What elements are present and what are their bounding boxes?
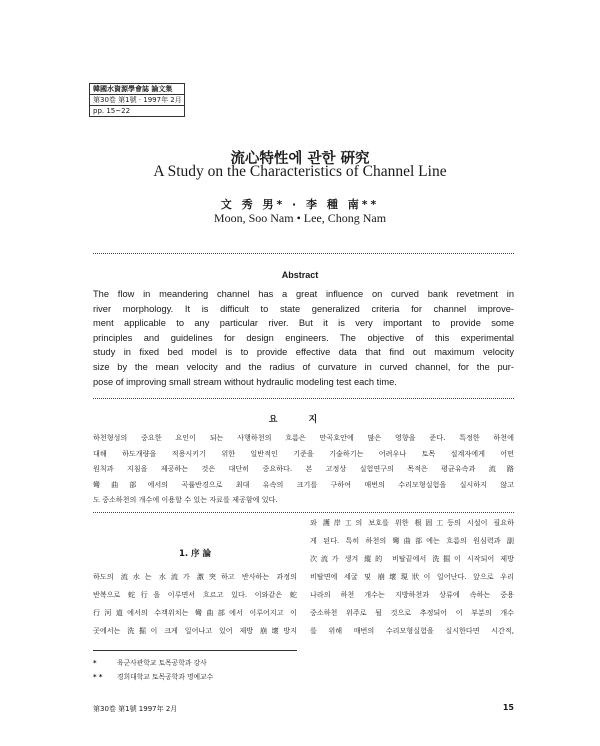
abstract-line: river morphology. It is difficult to state generalized criteria for channel improve- bbox=[93, 303, 514, 314]
body-line: 次流가 생겨 縱的 비탈끝에서 洗掘이 시작되어 제방 bbox=[310, 554, 514, 563]
right-column bbox=[310, 514, 514, 640]
footnotes bbox=[93, 656, 213, 684]
footnote-mark: * * bbox=[93, 673, 103, 681]
authors-korean: 文 秀 男* · 李 種 南** bbox=[220, 198, 380, 211]
summary-line: 도 중소하천의 개수에 이용할 수 있는 자료를 제공함에 있다. bbox=[93, 495, 278, 504]
divider-dotted bbox=[93, 512, 514, 513]
body-line: 게 된다. 특히 하천의 彎曲部에는 흐름의 원심력과 副 bbox=[310, 536, 514, 545]
section-heading: 1. 序 論 bbox=[178, 549, 212, 559]
page-footer bbox=[93, 704, 514, 714]
body-line: 와 護岸工의 보호를 위한 根固工등의 시설이 필요하 bbox=[310, 518, 514, 527]
footnote-1 bbox=[93, 656, 213, 670]
abstract-heading: Abstract bbox=[281, 270, 319, 280]
authors-english: Moon, Soo Nam • Lee, Chong Nam bbox=[213, 211, 387, 225]
abstract-line: ment applicable to any particular river. But it is very important to provide some bbox=[93, 318, 514, 329]
body-line: 하도의 流水는 水流가 激突하고 반사하는 과정의 bbox=[93, 572, 297, 581]
summary-line: 하천형성의 중요한 요인이 되는 사행하천의 흐름은 만곡호안에 많은 영향을 준다. 특정한 하천에 bbox=[93, 433, 514, 442]
page-number: 15 bbox=[502, 703, 514, 712]
body-line: 나라의 하천 개수는 지방하천과 상류에 속하는 중용 bbox=[310, 590, 514, 599]
title-english: A Study on the Characteristics of Channel Line bbox=[153, 163, 447, 180]
abstract-line: study in fixed bed model is to provide effective data that find out maximum velocity bbox=[93, 347, 514, 358]
abstract-line: The flow in meandering channel has a great influence on curved bank revetment in bbox=[93, 289, 514, 299]
divider-dotted bbox=[93, 398, 514, 399]
abstract-body bbox=[93, 287, 514, 389]
body-line: 반복으로 蛇行을 이루면서 흐르고 있다. 이와같은 蛇 bbox=[93, 590, 297, 599]
title-korean: 流心特性에 관한 硏究 bbox=[230, 151, 370, 167]
summary-line: 원칙과 지침을 제공하는 것은 대단히 중요하다. 본 고정상 실험연구의 목적은 평균유속과 流路 bbox=[93, 464, 514, 473]
body-line: 중소하천 위주로 될 것으로 추정되어 이 부분의 개수 bbox=[310, 608, 514, 617]
footnote-text: 경희대학교 토목공학과 명예교수 bbox=[117, 673, 214, 681]
left-column bbox=[93, 568, 297, 640]
abstract-line: principles and guidelines for design engineers. The objective of this experimental bbox=[93, 332, 514, 343]
body-line: 를 위해 매번의 수리모형실험을 실시한다면 시간적, bbox=[310, 626, 514, 635]
body-line: 行河道에서의 수객위치는 彎曲部에서 이루어지고 이 bbox=[93, 608, 297, 617]
journal-info-box bbox=[89, 83, 185, 117]
body-line: 비탈면에 세굴 및 崩壞現狀이 일어난다. 앞으로 우리 bbox=[310, 572, 514, 581]
journal-pages: pp. 15~22 bbox=[93, 107, 131, 115]
journal-volume-issue: 第30卷 第1號 · 1997年 2月 bbox=[90, 95, 184, 106]
divider-dotted bbox=[93, 253, 514, 254]
footnote-text: 육군사관학교 토목공학과 강사 bbox=[117, 659, 207, 667]
footnote-mark: * bbox=[93, 659, 97, 667]
abstract-line: pose of improving small stream without hydraulic modeling test each time. bbox=[93, 376, 397, 387]
journal-name: 韓國水資源學會誌 論文集 bbox=[90, 84, 184, 95]
footnote-2 bbox=[93, 670, 213, 684]
summary-line: 彎曲部에서의 곡률반경으로 최대 유속의 크기를 구하여 매번의 수리모형실험을 실시하지 않고 bbox=[93, 479, 514, 489]
summary-heading: 요 지 bbox=[268, 415, 332, 425]
abstract-line: size by the mean velocity and the radius of curvature in curved channel, for the pur- bbox=[93, 361, 514, 372]
footnote-divider bbox=[93, 650, 297, 651]
summary-body bbox=[93, 430, 514, 508]
footer-issue: 第30卷 第1號 1997年 2月 bbox=[93, 705, 178, 713]
body-line: 곳에서는 洗掘이 크게 일어나고 있어 제방 崩壞방지 bbox=[93, 626, 297, 635]
summary-line: 대해 하도개량을 적용시키기 위한 일반적인 기준을 기술하기는 어려우나 토목 설계자에게 어떤 bbox=[93, 448, 514, 458]
